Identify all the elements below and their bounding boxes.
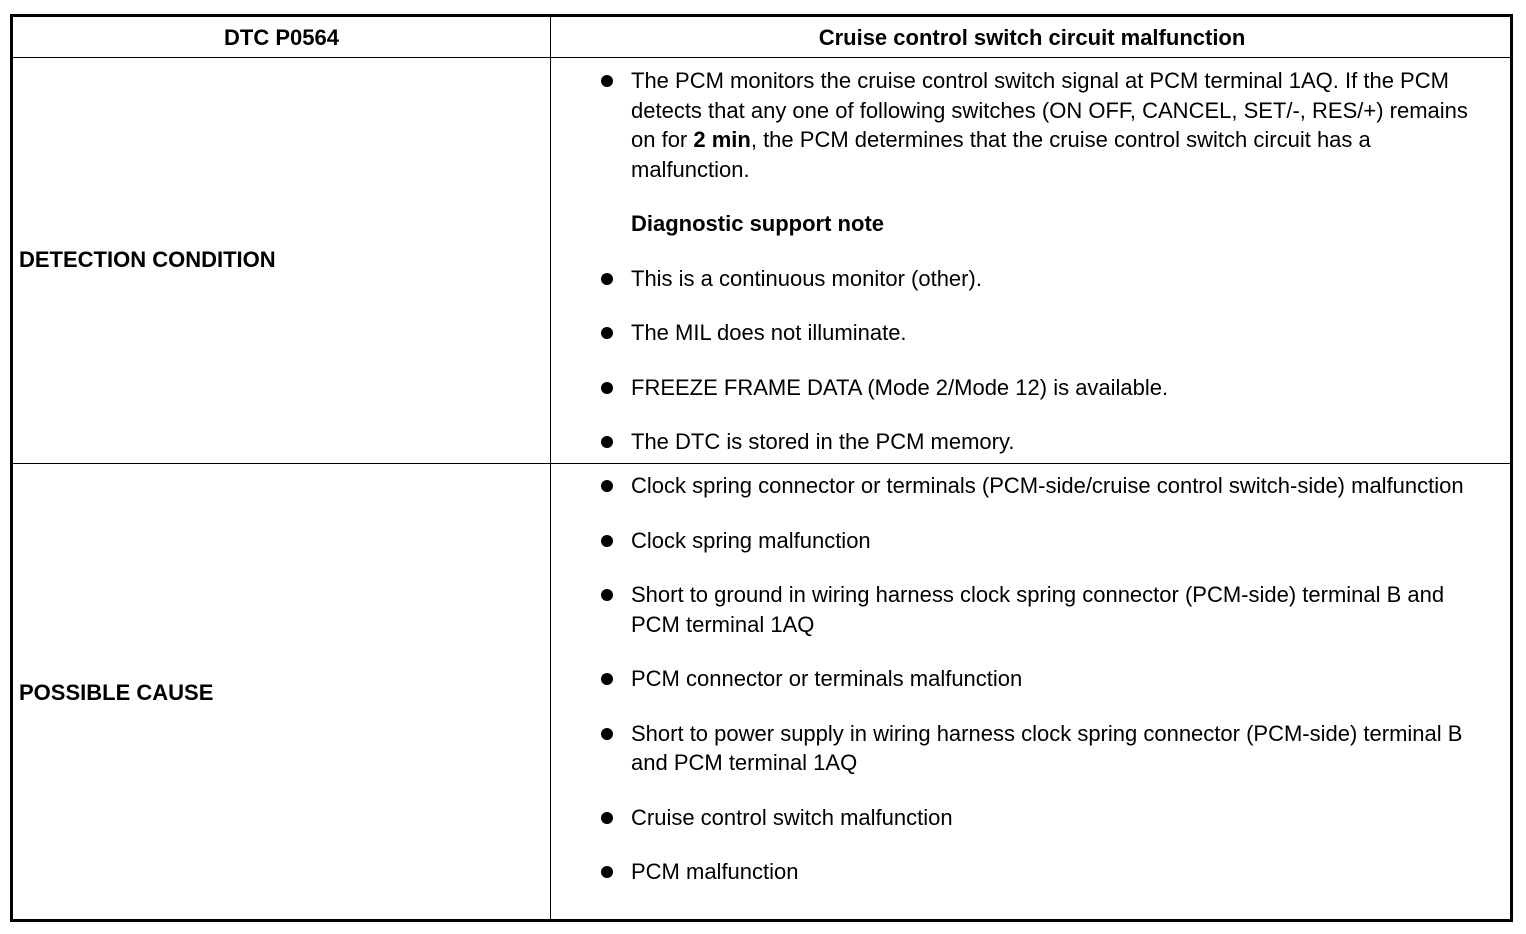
bullet-icon (601, 327, 613, 339)
section-row-divider (13, 463, 1510, 464)
detection-main-text-end: , the PCM determines that the cruise control switch circuit has a malfunction. (631, 127, 1371, 182)
cause-item (551, 580, 1513, 639)
possible-cause-list (551, 471, 1513, 887)
detection-main-text-start: The PCM monitors the cruise control switch signal at PCM terminal 1AQ. If the PCM detects that any one of following switches (ON OFF, CANCEL, SET/-, RES/+) remains on for (631, 68, 1468, 152)
detection-condition-label: DETECTION CONDITION (19, 247, 276, 272)
header-row-divider (13, 57, 1510, 58)
support-note-text: FREEZE FRAME DATA (Mode 2/Mode 12) is available. (631, 374, 1169, 400)
bullet-icon (601, 866, 613, 878)
bullet-icon (601, 728, 613, 740)
cause-item (551, 471, 1513, 501)
detection-duration: 2 min (693, 127, 751, 152)
cause-text: Clock spring malfunction (631, 527, 871, 553)
cause-text: Cruise control switch malfunction (631, 804, 953, 830)
support-note-text: The DTC is stored in the PCM memory. (631, 429, 1015, 454)
bullet-icon (601, 436, 613, 448)
bullet-icon (601, 480, 613, 492)
support-note-text: This is a continuous monitor (other). (631, 265, 982, 291)
support-note-item (551, 427, 1513, 457)
cause-item (551, 857, 1513, 887)
bullet-icon (601, 673, 613, 685)
cause-text: PCM connector or terminals malfunction (631, 666, 1023, 691)
cause-text: PCM malfunction (631, 859, 799, 884)
cause-item (551, 719, 1513, 778)
cause-text: Clock spring connector or terminals (PCM-side/cruise control switch-side) malfunction (631, 473, 1464, 498)
detection-main-item (551, 66, 1513, 184)
bullet-icon (601, 382, 613, 394)
cause-item (551, 664, 1513, 694)
cause-item (551, 526, 1513, 556)
detection-condition-list (551, 66, 1513, 457)
dtc-title-header: Cruise control switch circuit malfunction (818, 25, 1246, 50)
support-note-item (551, 264, 1513, 294)
dtc-code-header: DTC P0564 (224, 25, 339, 50)
bullet-icon (601, 273, 613, 285)
cause-item (551, 803, 1513, 833)
cause-text: Short to power supply in wiring harness clock spring connector (PCM-side) terminal B and PCM terminal 1AQ (631, 720, 1463, 775)
support-note-item (551, 373, 1513, 403)
cause-text: Short to ground in wiring harness clock spring connector (PCM-side) terminal B and PCM terminal 1AQ (631, 582, 1445, 637)
support-note-text: The MIL does not illuminate. (631, 320, 907, 345)
bullet-icon (601, 535, 613, 547)
diagnostic-support-note-heading: Diagnostic support note (631, 211, 884, 236)
possible-cause-label: POSSIBLE CAUSE (19, 680, 214, 705)
dtc-table (10, 14, 1513, 922)
bullet-icon (601, 812, 613, 824)
bullet-icon (601, 75, 613, 87)
bullet-icon (601, 589, 613, 601)
support-note-item (551, 318, 1513, 348)
